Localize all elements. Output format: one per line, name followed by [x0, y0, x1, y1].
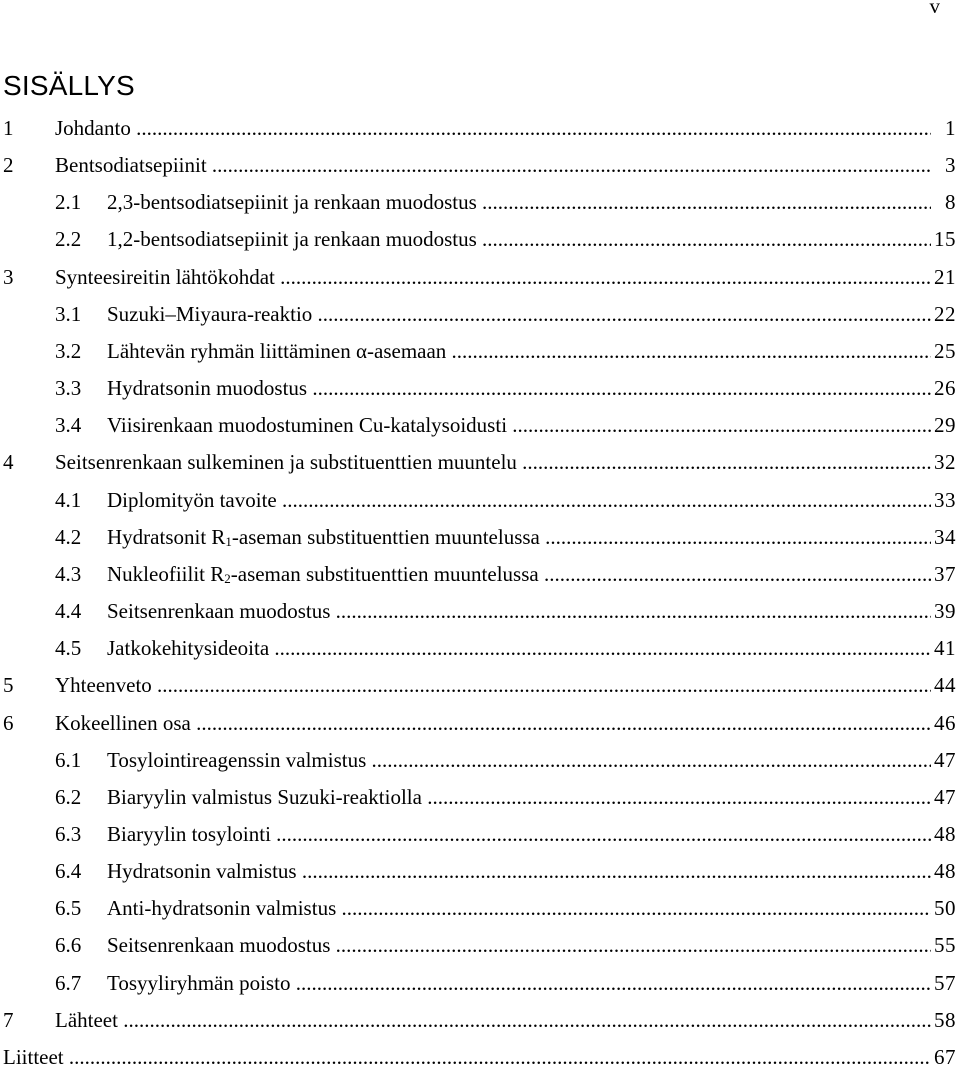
toc-entry[interactable]	[0, 927, 960, 964]
toc-entry[interactable]	[0, 370, 960, 407]
section-title: Seitsenrenkaan muodostus	[107, 599, 331, 624]
section-number: 5	[3, 673, 14, 698]
section-number: 4.1	[55, 487, 82, 512]
page-ref: 46	[932, 705, 956, 742]
section-title: Synteesireitin lähtökohdat	[55, 264, 275, 289]
section-title: Liitteet	[3, 1044, 64, 1069]
subscript: 2	[224, 570, 231, 586]
page-ref: 44	[932, 667, 956, 704]
toc-entry[interactable]	[0, 1002, 960, 1039]
toc-entry[interactable]	[0, 147, 960, 184]
section-title	[107, 525, 540, 549]
toc-entry[interactable]	[0, 816, 960, 853]
page-ref: 3	[932, 147, 956, 184]
section-number: 3.1	[55, 301, 82, 326]
page-ref: 58	[932, 1002, 956, 1039]
section-title: 1,2-bentsodiatsepiinit ja renkaan muodostus	[107, 227, 477, 252]
section-number: 3	[3, 264, 14, 289]
page-ref: 48	[932, 816, 956, 853]
title-part: -aseman substituenttien muuntelussa	[230, 561, 539, 586]
page-title: SISÄLLYS	[3, 70, 135, 101]
page-ref: 41	[932, 630, 956, 667]
section-title: Suzuki–Miyaura-reaktio	[107, 301, 313, 326]
toc-entry[interactable]	[0, 407, 960, 444]
page-ref: 47	[932, 742, 956, 779]
section-number: 6.6	[55, 933, 82, 958]
section-number: 2.1	[55, 190, 82, 215]
toc-entry[interactable]	[0, 221, 960, 258]
section-title: Tosyyliryhmän poisto	[107, 970, 291, 995]
page-ref: 33	[932, 482, 956, 519]
toc-entry[interactable]	[0, 184, 960, 221]
page-ref: 21	[932, 259, 956, 296]
page-ref: 50	[932, 890, 956, 927]
toc-entry[interactable]	[0, 482, 960, 519]
section-number: 4	[3, 450, 14, 475]
page-ref: 37	[932, 556, 956, 593]
toc-entry[interactable]	[0, 742, 960, 779]
section-title: Diplomityön tavoite	[107, 487, 277, 512]
section-number: 4.2	[55, 524, 82, 549]
section-number: 6	[3, 710, 14, 735]
page-ref: 8	[932, 184, 956, 221]
section-number: 6.1	[55, 747, 82, 772]
section-number: 4.4	[55, 599, 82, 624]
section-number: 2	[3, 153, 14, 178]
section-title: Lähteet	[55, 1007, 118, 1032]
section-title: Biaryylin valmistus Suzuki-reaktiolla	[107, 784, 422, 809]
toc-entry[interactable]	[0, 965, 960, 1002]
section-title	[107, 562, 539, 586]
table-of-contents	[0, 110, 960, 1076]
section-title: Johdanto	[55, 116, 131, 140]
toc-entry[interactable]	[0, 779, 960, 816]
section-title: Hydratsonin muodostus	[107, 376, 308, 401]
section-title: 2,3-bentsodiatsepiinit ja renkaan muodostus	[107, 190, 477, 215]
subscript: 1	[225, 533, 232, 549]
section-number: 4.3	[55, 561, 82, 586]
page-ref: 39	[932, 593, 956, 630]
title-part: Nukleofiilit R	[107, 561, 225, 586]
toc-entry[interactable]	[0, 1039, 960, 1076]
section-number: 4.5	[55, 636, 82, 661]
section-number: 1	[3, 116, 14, 140]
page-ref: 22	[932, 296, 956, 333]
section-number: 6.4	[55, 859, 82, 884]
section-number: 7	[3, 1007, 14, 1032]
toc-entry[interactable]	[0, 853, 960, 890]
section-number: 6.3	[55, 821, 82, 846]
page-ref: 26	[932, 370, 956, 407]
section-number: 6.5	[55, 896, 82, 921]
toc-entry[interactable]	[0, 444, 960, 481]
section-title: Viisirenkaan muodostuminen Cu-katalysoidusti	[107, 413, 508, 438]
toc-entry[interactable]	[0, 890, 960, 927]
page-ref: 25	[932, 333, 956, 370]
toc-entry[interactable]	[0, 519, 960, 556]
section-title: Jatkokehitysideoita	[107, 636, 270, 661]
section-title: Seitsenrenkaan sulkeminen ja substituenttien muuntelu	[55, 450, 517, 475]
section-number: 3.2	[55, 338, 82, 363]
toc-entry[interactable]	[0, 259, 960, 296]
section-title: Bentsodiatsepiinit	[55, 153, 207, 178]
section-title: Hydratsonin valmistus	[107, 859, 297, 884]
section-number: 2.2	[55, 227, 82, 252]
toc-entry[interactable]	[0, 333, 960, 370]
page-ref: 57	[932, 965, 956, 1002]
toc-entry[interactable]	[0, 556, 960, 593]
toc-entry[interactable]	[0, 110, 960, 147]
page-number: v	[929, 0, 940, 18]
section-title: Tosylointireagenssin valmistus	[107, 747, 367, 772]
page-ref: 67	[932, 1039, 956, 1076]
section-number: 6.2	[55, 784, 82, 809]
section-title: Anti-hydratsonin valmistus	[107, 896, 337, 921]
page-ref: 32	[932, 444, 956, 481]
toc-entry[interactable]	[0, 593, 960, 630]
page-ref: 15	[932, 221, 956, 258]
section-title: Seitsenrenkaan muodostus	[107, 933, 331, 958]
page-ref: 48	[932, 853, 956, 890]
page-ref: 47	[932, 779, 956, 816]
toc-entry[interactable]	[0, 296, 960, 333]
section-number: 6.7	[55, 970, 82, 995]
section-number: 3.4	[55, 413, 82, 438]
toc-entry[interactable]	[0, 705, 960, 742]
section-title: Lähtevän ryhmän liittäminen α-asemaan	[107, 338, 447, 363]
section-number: 3.3	[55, 376, 82, 401]
title-part: Hydratsonit R	[107, 524, 226, 549]
page-ref: 1	[932, 110, 956, 147]
title-part: -aseman substituenttien muuntelussa	[231, 524, 540, 549]
page-ref: 29	[932, 407, 956, 444]
section-title: Biaryylin tosylointi	[107, 821, 271, 846]
page-ref: 55	[932, 927, 956, 964]
page-ref: 34	[932, 519, 956, 556]
section-title: Kokeellinen osa	[55, 710, 191, 735]
toc-entry[interactable]	[0, 630, 960, 667]
section-title: Yhteenveto	[55, 673, 152, 698]
toc-entry[interactable]	[0, 667, 960, 704]
